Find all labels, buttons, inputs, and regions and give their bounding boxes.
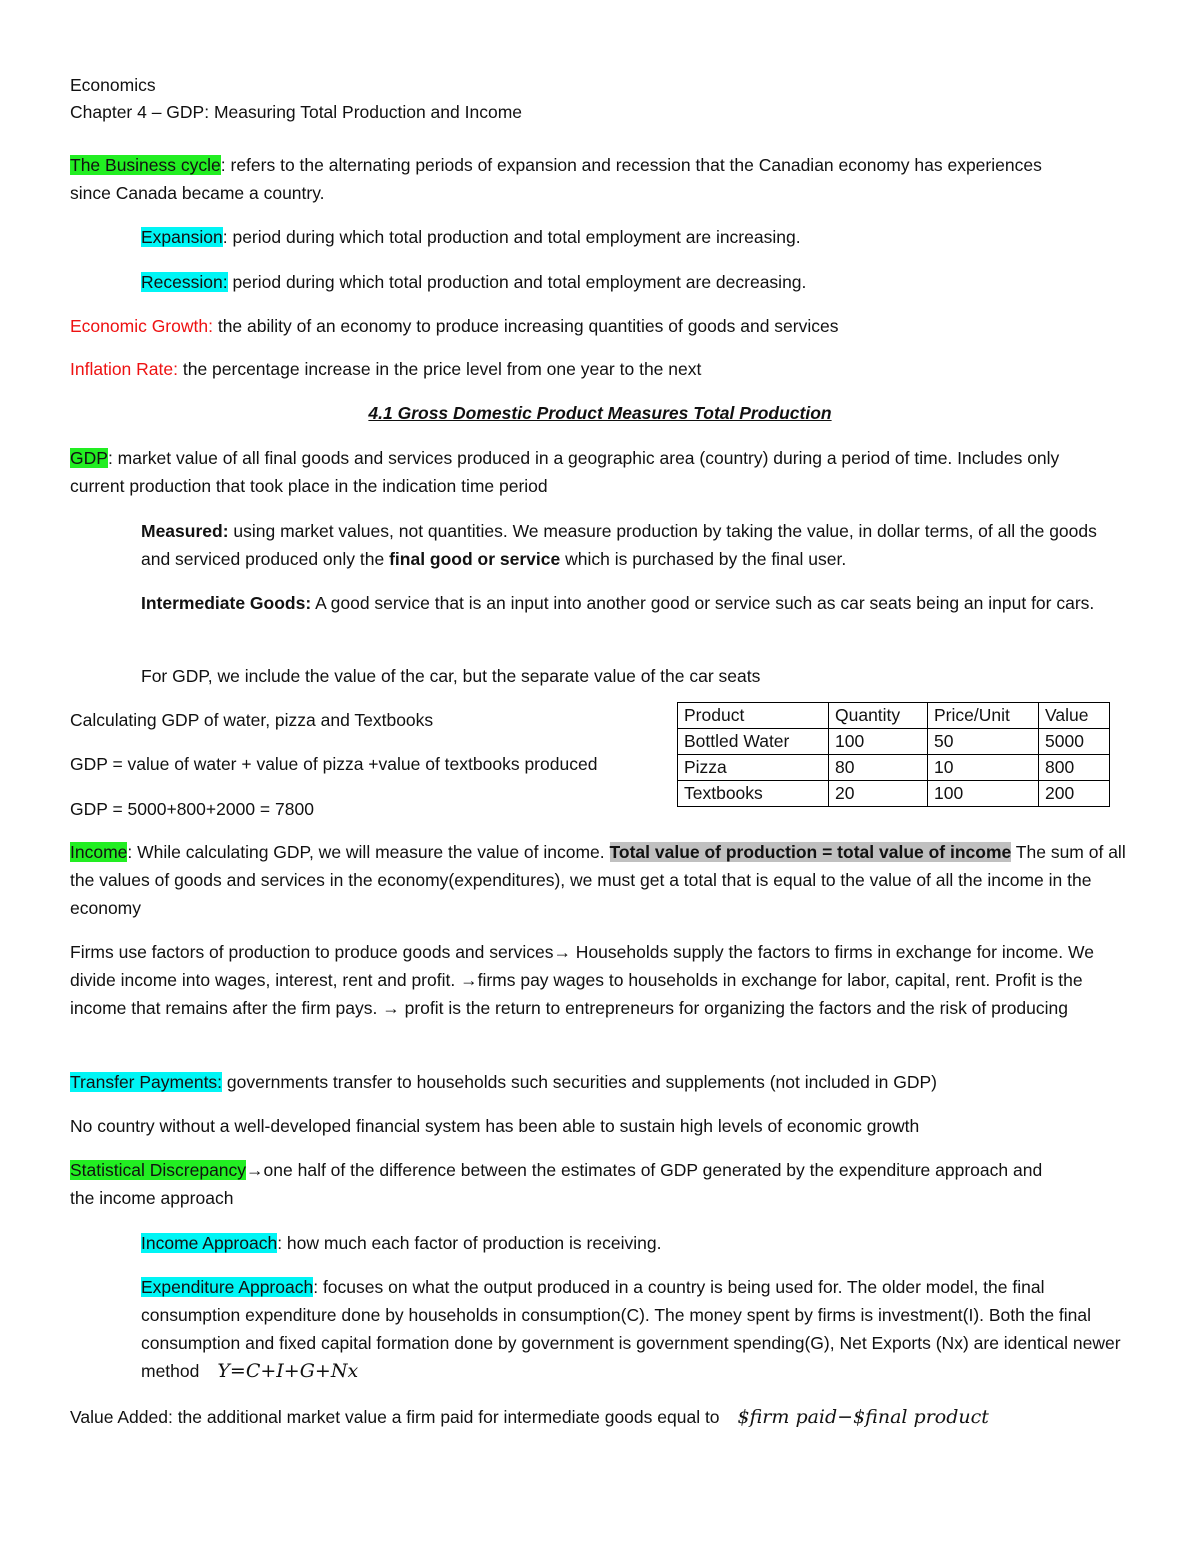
inflation-rate-definition xyxy=(70,355,701,383)
value-added-definition xyxy=(70,1403,1150,1431)
table-header-cell: Price/Unit xyxy=(928,703,1039,729)
statistical-discrepancy-text: one half of the difference between the estimates of GDP generated by the expenditure approach and the income approach xyxy=(70,1160,1043,1208)
table-header-row xyxy=(678,703,1110,729)
inflation-rate-text: the percentage increase in the price level from one year to the next xyxy=(177,359,702,379)
financial-system-note: No country without a well-developed financial system has been able to sustain high levels of economic growth xyxy=(70,1116,920,1136)
table-cell: 5000 xyxy=(1039,729,1110,755)
economic-growth-text: the ability of an economy to produce increasing quantities of goods and services xyxy=(212,316,839,336)
table-row xyxy=(678,755,1110,781)
measured-bold: final good or service xyxy=(389,549,561,569)
income-highlight: Total value of production = total value of income xyxy=(609,842,1012,862)
table-header-cell: Value xyxy=(1039,703,1110,729)
table-cell: 50 xyxy=(928,729,1039,755)
transfer-payments-text: governments transfer to households such securities and supplements (not included in GDP) xyxy=(222,1072,938,1092)
statistical-discrepancy-definition xyxy=(70,1156,1070,1212)
intermediate-goods-text: A good service that is an input into another good or service such as car seats being an input for cars. xyxy=(311,593,1095,613)
gdp-text: : market value of all final goods and services produced in a geographic area (country) during a period of time. Includes only current production that took place in the indication time period xyxy=(70,448,1060,496)
income-text-1: : While calculating GDP, we will measure the value of income. xyxy=(127,842,610,862)
expenditure-approach-definition xyxy=(141,1273,1136,1385)
gdp-term: GDP xyxy=(70,448,108,468)
measured-text-2: which is purchased by the final user. xyxy=(560,549,847,569)
measured-definition xyxy=(141,517,1126,573)
table-cell: 10 xyxy=(928,755,1039,781)
business-cycle-text: : refers to the alternating periods of expansion and recession that the Canadian economy has experiences since Canada became a country. xyxy=(70,155,1042,203)
gdp-table xyxy=(677,702,1110,807)
measured-text-1: using market values, not quantities. We measure production by taking the value, in dollar terms, of all the goods and serviced produced only the xyxy=(141,521,1097,569)
table-header-cell: Product xyxy=(678,703,829,729)
for-gdp-note: For GDP, we include the value of the car, but the separate value of the car seats xyxy=(141,666,761,686)
table-cell: 80 xyxy=(829,755,928,781)
firms-text-2: Households supply the factors to firms in exchange for income. We divide income into wages, interest, rent and profit. xyxy=(70,942,1094,990)
value-added-text: the additional market value a firm paid for intermediate goods equal to xyxy=(172,1407,720,1427)
table-cell: Bottled Water xyxy=(678,729,829,755)
table-cell: 100 xyxy=(829,729,928,755)
business-cycle-term: The Business cycle xyxy=(70,155,221,175)
expansion-text: : period during which total production and total employment are increasing. xyxy=(222,227,801,247)
firms-text-3: firms pay wages to households in exchange for labor, capital, rent. Profit is the income that remains after the firm pays. xyxy=(70,970,1083,1018)
arrow-icon: → xyxy=(246,1160,264,1180)
arrow-icon: → xyxy=(460,970,478,990)
table-header-cell: Quantity xyxy=(829,703,928,729)
expenditure-approach-text: : focuses on what the output produced in a country is being used for. The older model, the final consumption expenditure done by households in consumption(C). The money spent by firms is investment(I). Both the final consumption and fixed capital formation done by government is government spending(G), Net Exports (Nx) are identical newer method xyxy=(141,1277,1121,1381)
calc-result: GDP = 5000+800+2000 = 7800 xyxy=(70,799,314,819)
firms-paragraph xyxy=(70,938,1120,1022)
economic-growth-definition xyxy=(70,312,838,340)
table-cell: 20 xyxy=(829,781,928,807)
chapter-heading: Chapter 4 – GDP: Measuring Total Production and Income xyxy=(70,102,523,122)
income-approach-text: : how much each factor of production is receiving. xyxy=(277,1233,662,1253)
income-term: Income xyxy=(70,842,128,862)
expansion-term: Expansion xyxy=(141,227,223,247)
economic-growth-term: Economic Growth: xyxy=(70,316,213,336)
subject-heading: Economics xyxy=(70,75,156,95)
transfer-payments-definition xyxy=(70,1068,937,1096)
arrow-icon: → xyxy=(553,942,571,962)
intermediate-goods-definition xyxy=(141,589,1136,617)
table-cell: 100 xyxy=(928,781,1039,807)
value-added-equation: $firm paid−$final product xyxy=(737,1406,989,1428)
intermediate-goods-term: Intermediate Goods: xyxy=(141,593,312,613)
expenditure-approach-term: Expenditure Approach xyxy=(141,1277,314,1297)
section-title: 4.1 Gross Domestic Product Measures Total Production xyxy=(368,403,832,423)
transfer-payments-term: Transfer Payments: xyxy=(70,1072,223,1092)
firms-text-4: profit is the return to entrepreneurs for organizing the factors and the risk of producing xyxy=(399,998,1068,1018)
gdp-definition xyxy=(70,444,1080,500)
inflation-rate-term: Inflation Rate: xyxy=(70,359,178,379)
table-cell: 200 xyxy=(1039,781,1110,807)
firms-text-1: Firms use factors of production to produce goods and services xyxy=(70,942,554,962)
table-cell: Textbooks xyxy=(678,781,829,807)
measured-term: Measured: xyxy=(141,521,229,541)
recession-definition xyxy=(141,268,806,296)
table-cell: Pizza xyxy=(678,755,829,781)
statistical-discrepancy-term: Statistical Discrepancy xyxy=(70,1160,247,1180)
calc-formula: GDP = value of water + value of pizza +value of textbooks produced xyxy=(70,754,598,774)
business-cycle-definition xyxy=(70,151,1080,207)
table-row xyxy=(678,781,1110,807)
table-row xyxy=(678,729,1110,755)
recession-text: period during which total production and total employment are decreasing. xyxy=(227,272,807,292)
income-approach-definition xyxy=(141,1229,661,1257)
calc-heading: Calculating GDP of water, pizza and Textbooks xyxy=(70,710,434,730)
expenditure-equation: Y=C+I+G+Nx xyxy=(217,1360,359,1382)
recession-term: Recession: xyxy=(141,272,228,292)
income-approach-term: Income Approach xyxy=(141,1233,278,1253)
income-text-2: The sum of all the values of goods and services in the economy(expenditures), we must get a total that is equal to the value of all the income in the economy xyxy=(70,842,1126,918)
value-added-term: Value Added: xyxy=(70,1407,173,1427)
expansion-definition xyxy=(141,223,801,251)
income-definition xyxy=(70,838,1130,922)
arrow-icon: → xyxy=(382,998,400,1018)
table-cell: 800 xyxy=(1039,755,1110,781)
